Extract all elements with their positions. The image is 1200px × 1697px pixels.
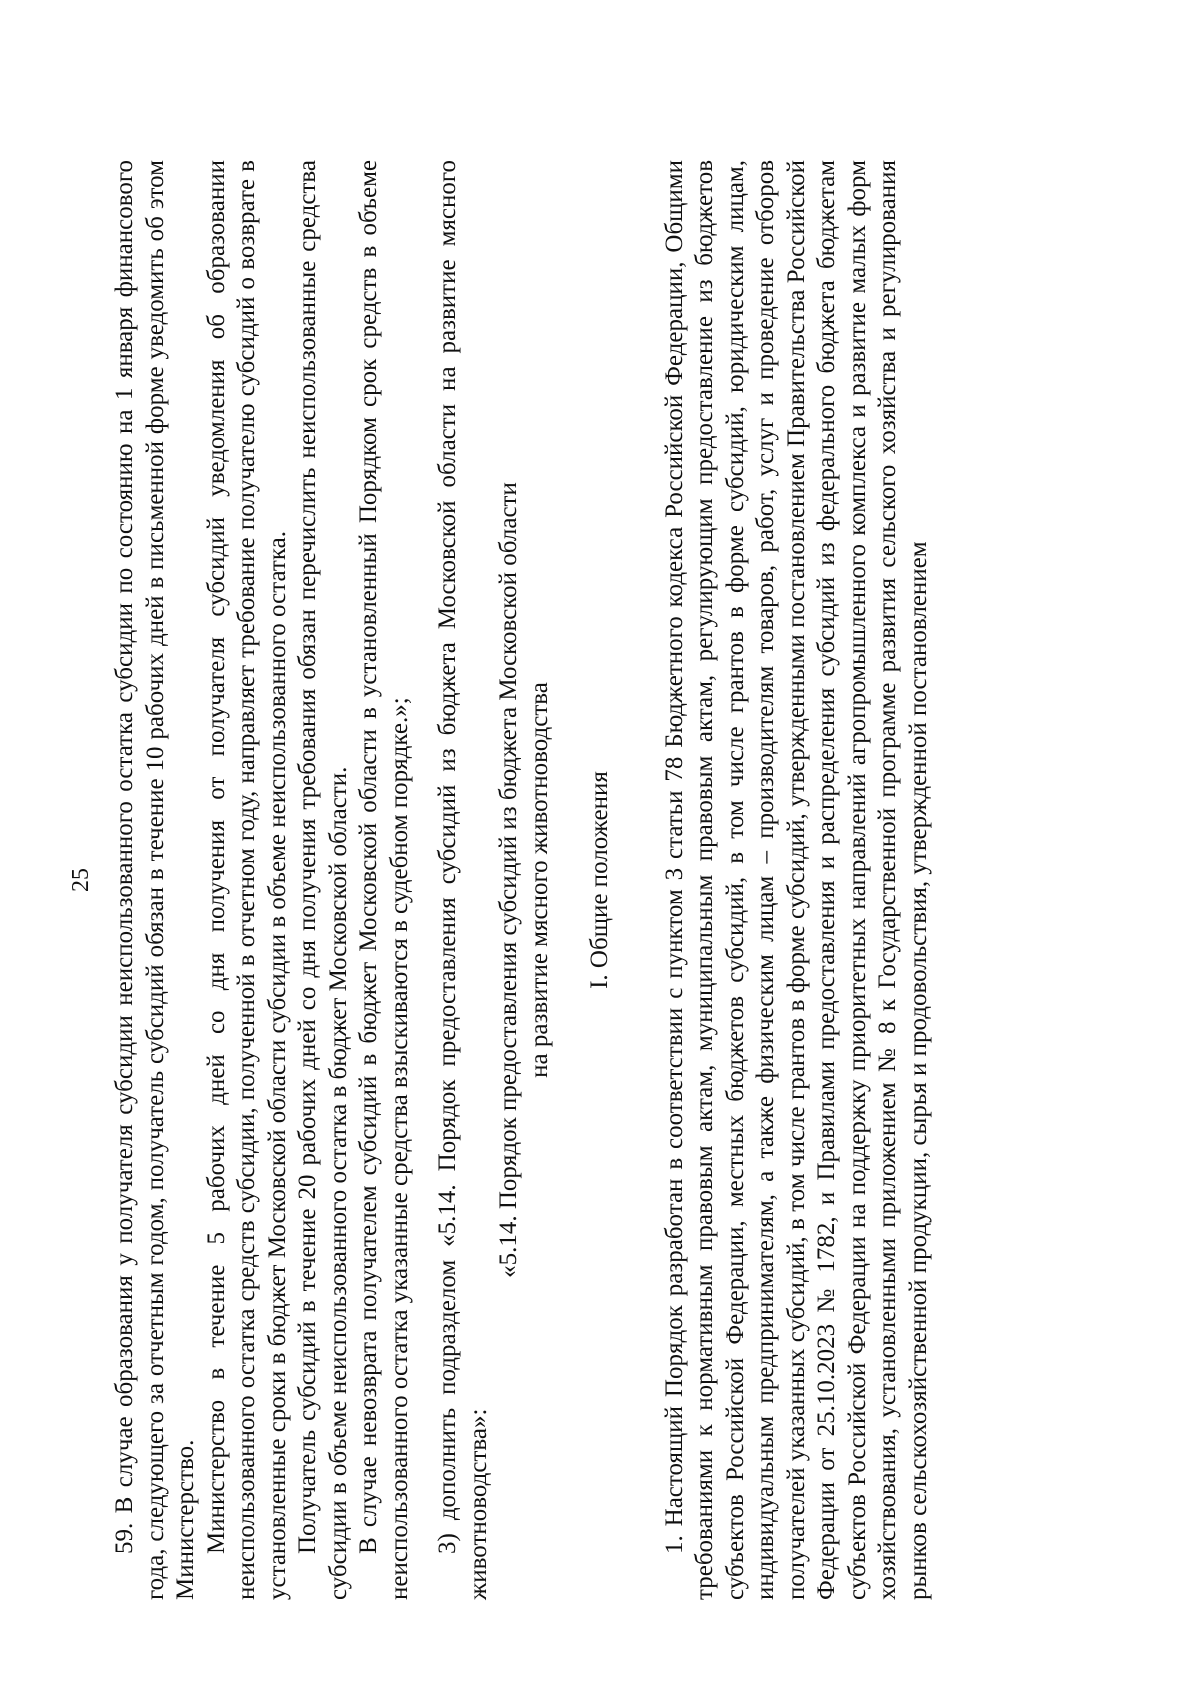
section-title-line-2: на развитие мясного животноводства (525, 682, 553, 1078)
chapter-title: I. Общие положения (586, 771, 613, 989)
page-number: 25 (68, 868, 94, 892)
section-title-line-1: «5.14. Порядок предоставления субсидий из бюджета Московской области (495, 482, 522, 1278)
paragraph-ministry-notice: Министерство в течение 5 рабочих дней со дня получения от получателя субсидий уведомления об образовании неиспользованного остатка средств субсидии, полученной в отчетном году, направляет требование получателю субсидий о возврате в установленные сроки в бюджет Московской области субсидии в объеме неиспользованного остатка. (202, 160, 291, 1600)
paragraph-59: 59. В случае образования у получателя субсидии неиспользованного остатка субсидии по состоянию на 1 января финансового года, следующего за отчетным годом, получатель субсидий обязан в течение 10 рабочих дней в письменной форме уведомить об этом Министерство. (111, 160, 199, 1600)
spacer (415, 160, 433, 1600)
rotated-content (68, 160, 1070, 1600)
paragraph-1: 1. Настоящий Порядок разработан в соответствии с пунктом 3 статьи 78 Бюджетного кодекса Российской Федерации, Общими требованиями к нормативным правовым актам, муниципальным правовым актам, регулирующим предоставление из бюджетов субъектов Российской Федерации, местных бюджетов субсидий, в том числе грантов в форме субсидий, юридическим лицам, индивидуальным предпринимателям, а также физическим лицам – производителям товаров, работ, услуг и проведение отборов получателей указанных субсидий, в том числе грантов в форме субсидий, утвержденными постановлением Правительства Российской Федерации от 25.10.2023 № 1782, и Правилами предоставления и распределения субсидий из федерального бюджета бюджетам субъектов Российской Федерации на поддержку приоритетных направлений агропромышленного комплекса и развитие малых форм хозяйствования, установленными приложением № 8 к Государственной программе развития сельского хозяйства и регулирования рынков сельскохозяйственной продукции, сырья и продовольствия, утвержденной постановлением (660, 160, 932, 1600)
spacer (555, 160, 585, 1600)
paragraph-recipient-transfer: Получатель субсидий в течение 20 рабочих дней со дня получения требования обязан перечислить неиспользованные средства субсидии в объеме неиспользованного остатка в бюджет Московской области. (294, 160, 352, 1600)
paragraph-amendment: 3) дополнить подразделом «5.14. Порядок предоставления субсидий из бюджета Московской области на развитие мясного животноводства»: (434, 160, 492, 1600)
paragraph-non-return: В случае невозврата получателем субсидий в бюджет Московской области в установленный Порядком срок средств в объеме неиспользованного остатка указанные средства взыскиваются в судебном порядке.»; (355, 160, 413, 1600)
spacer (616, 160, 660, 1600)
